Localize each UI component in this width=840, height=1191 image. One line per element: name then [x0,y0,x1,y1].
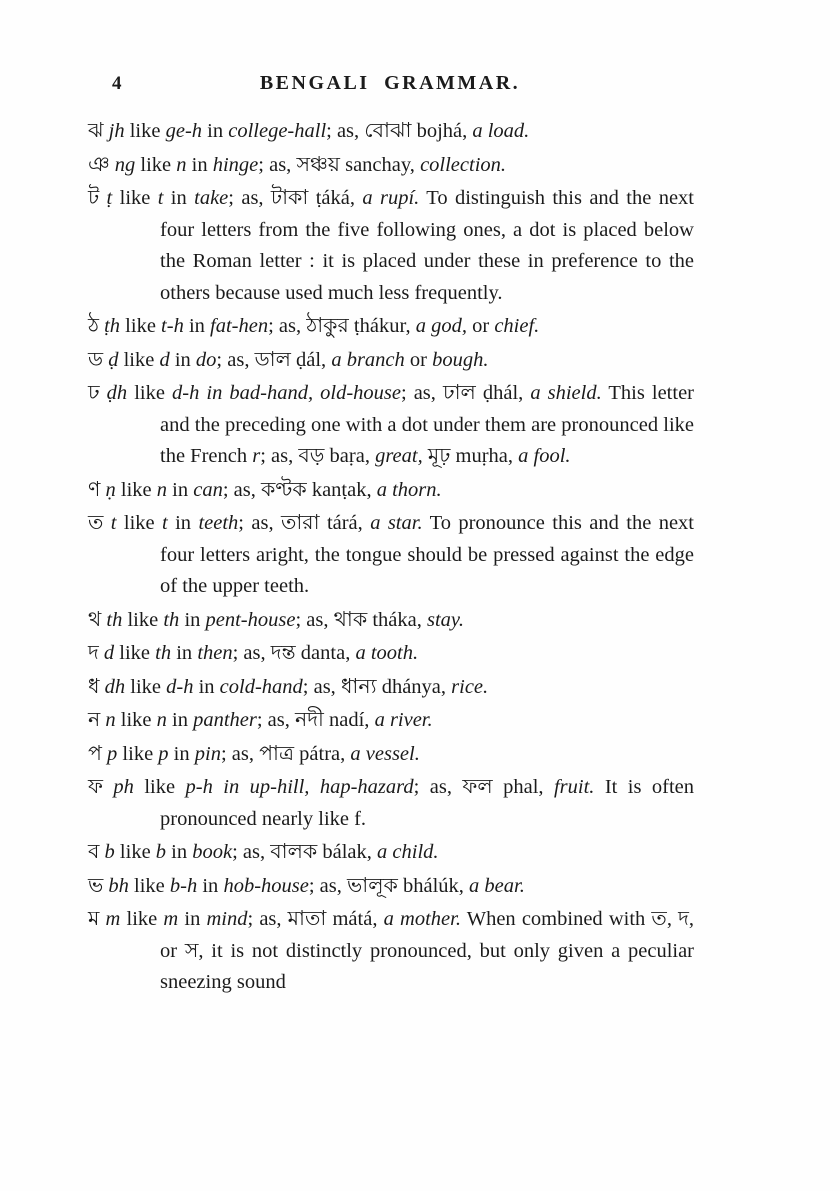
reading-text: ; as, [260,445,299,467]
bengali-text: দন্ত [270,642,301,664]
reading-text: r [252,445,261,467]
reading-text: a fool. [518,445,571,467]
reading-text: n [176,153,187,176]
bengali-text: ফল [462,776,504,798]
reading-text: like [127,382,172,404]
reading-text: like [120,315,162,337]
grammar-entry-th [88,605,694,637]
reading-text: in [179,608,206,631]
reading-text: hinge [212,153,259,176]
reading-text: mátá, [332,908,384,930]
reading-text: m [163,908,179,930]
bengali-text: মূঢ় [427,445,456,467]
reading-text: cold-hand [219,675,303,698]
reading-text: in [168,742,195,765]
reading-text: like [116,512,163,534]
bengali-text: ম [88,908,106,930]
bengali-text: ভালূক [347,874,403,897]
reading-text: a god, [415,315,467,337]
reading-text: ḍál, [296,348,332,371]
reading-text: phal, [503,776,554,798]
reading-text: in [166,841,193,863]
bengali-text: ন [88,709,106,731]
reading-text: n [105,709,116,731]
reading-text: kanṭak, [311,478,377,501]
reading-text: p-h in up-hill, hap-hazard [185,776,414,798]
reading-text: like [122,608,164,631]
reading-text: then [197,642,233,664]
reading-text: ; as, [258,153,297,176]
reading-text: in [167,478,194,501]
grammar-entry-bh [88,871,694,903]
reading-text: pin [194,742,221,765]
reading-text: bough. [432,348,489,371]
pronunciation-list [88,116,694,1001]
reading-text: ; as, [232,642,271,664]
reading-text: great, [375,445,423,467]
reading-text: ṭ [106,187,113,209]
reading-text: dhánya, [381,675,452,698]
reading-text: a tooth. [355,642,419,664]
bengali-text: বোঝা [364,120,417,142]
bengali-text: ড [88,348,109,371]
reading-text: pátra, [299,742,351,765]
reading-text: or [404,348,433,371]
reading-text: a load. [472,120,530,142]
bengali-text: ট [88,187,107,209]
reading-text: th [106,608,123,631]
reading-text: like [135,153,177,176]
grammar-entry-dd [88,345,694,377]
reading-text: do [195,348,217,371]
bengali-text: ত [651,908,667,930]
bengali-text: ঞ [88,153,115,176]
reading-text: in [166,709,194,731]
reading-text: ṭh [104,315,121,337]
grammar-entry-b [88,837,694,869]
reading-text: ge-h [165,120,203,142]
reading-text: ṇ [105,478,116,501]
reading-text: m [105,908,121,930]
reading-text: in [178,908,207,930]
bengali-text: দ [88,642,104,664]
reading-text: d-h in bad-hand, old-house [172,382,401,404]
reading-text: like [112,187,158,209]
grammar-entry-p [88,739,694,771]
reading-text: th [163,608,180,631]
reading-text: in [171,642,198,664]
reading-text: dh [104,675,126,698]
bengali-text: নদী [295,709,330,731]
reading-text: like [117,742,159,765]
reading-text: in [197,874,224,897]
reading-text: a rupí. [362,187,420,209]
reading-text: When combined with [460,908,652,930]
reading-text: chief. [494,315,540,337]
grammar-entry-t [88,508,694,603]
reading-text: a child. [377,841,439,863]
reading-text: t-h [161,315,184,337]
reading-text: ; as, [232,841,271,863]
bengali-text: ডাল [254,348,297,371]
reading-text: p [107,742,118,765]
grammar-entry-tt [88,183,694,309]
reading-text: in [183,315,211,337]
reading-text: t [162,512,168,534]
reading-text: a branch [331,348,405,371]
reading-text: This letter and the preceding one with a dot under them are pronounced like the French [160,382,695,467]
reading-text: bálak, [322,841,378,863]
reading-text: tárá, [326,512,371,534]
reading-text: teeth [198,512,239,534]
reading-text: nadí, [329,709,375,731]
reading-text: ; as, [302,675,341,698]
reading-text: or [466,315,495,337]
grammar-entry-tth [88,311,694,343]
grammar-entry-ng [88,150,694,182]
reading-text: ; as, [326,120,365,142]
reading-text: a shield. [530,382,602,404]
reading-text: sanchay, [345,153,421,176]
reading-text: ḍhál, [482,382,531,404]
reading-text: th [155,642,172,664]
reading-text: panther [193,709,257,731]
reading-text: ; as, [220,742,260,765]
reading-text: a vessel. [350,742,420,765]
reading-text: ; as, [268,315,307,337]
reading-text: a bear. [469,874,525,897]
reading-text: in [163,187,195,209]
bengali-text: ঠাকুর [306,315,354,337]
grammar-entry-ph [88,772,694,835]
bengali-text: পাত্র [259,742,300,765]
reading-text: like [118,348,160,371]
reading-text: in [202,120,229,142]
reading-text: ; as, [222,478,261,501]
page-title: BENGALI GRAMMAR. [259,72,521,94]
reading-text: d-h [166,675,194,698]
reading-text: ng [114,153,136,176]
grammar-entry-d [88,638,694,670]
reading-text: To distinguish this and the next four letters from the five following ones, a dot is placed below the Roman letter : it is placed under these in preference to the others because used much less frequently. [160,187,694,304]
bengali-text: বড় [298,445,330,467]
reading-text: tháka, [372,608,427,631]
reading-text: like [114,841,156,863]
reading-text: ḍ [108,348,119,371]
bengali-text: কণ্টক [261,478,312,501]
reading-text: like [124,120,166,142]
bengali-text: সঞ্চয় [296,153,346,176]
reading-text: hob-house [223,874,309,897]
reading-text: college-hall [228,120,327,142]
bengali-text: ঢাল [442,382,483,404]
reading-text: fat-hen [210,315,269,337]
reading-text: a mother. [383,908,461,930]
bengali-text: থাক [333,608,373,631]
reading-text: p [158,742,169,765]
reading-text: , [666,908,679,930]
reading-text: a river. [374,709,433,731]
reading-text: mind [206,908,248,930]
grammar-entry-nn [88,475,694,507]
grammar-entry-ddh [88,378,694,473]
reading-text: a star. [370,512,423,534]
page-number: 4 [112,73,122,94]
bengali-text: ধ [88,675,105,698]
bengali-text: ব [88,841,105,863]
reading-text: bh [108,874,129,897]
bengali-text: ঢ [88,382,107,404]
reading-text: muṛha, [455,445,519,467]
bengali-text: ণ [88,478,106,501]
reading-text: ṭáká, [315,187,363,209]
bengali-text: বালক [270,841,323,863]
reading-text: ḍh [106,382,128,404]
reading-text: , it is not distinctly pronounced, but only given a peculiar sneezing sound [160,939,695,993]
reading-text: bojhá, [416,120,473,142]
reading-text: in [169,348,196,371]
reading-text: ; as, [247,908,288,930]
reading-text: can [193,478,223,501]
reading-text: a thorn. [376,478,442,501]
reading-text: ; as, [413,776,463,798]
reading-text: jh [108,120,125,142]
bengali-text: ধান্য [340,675,382,698]
reading-text: ṭhákur, [353,315,416,337]
page-header [88,72,692,98]
grammar-entry-m [88,904,694,999]
bengali-text: ভ [88,874,109,897]
reading-text: bhálúk, [402,874,470,897]
reading-text: t [157,187,164,209]
reading-text: ; as, [256,709,296,731]
reading-text: ; as, [400,382,443,404]
reading-text: ; as, [238,512,281,534]
reading-text: ; as, [216,348,255,371]
reading-text: d [159,348,170,371]
bengali-text: তারা [280,512,327,534]
entries-container [88,116,694,999]
grammar-entry-n [88,705,694,737]
reading-text: like [133,776,186,798]
bengali-text: প [88,742,108,765]
reading-text: d [103,642,115,664]
bengali-text: ত [88,512,111,534]
bengali-text: ঠ [88,315,105,337]
reading-text: To pronounce this and the next four letters aright, the tongue should be pressed against the edge of the upper teeth. [160,512,694,597]
bengali-text: দ [678,908,689,930]
reading-text: b-h [169,874,198,897]
grammar-entry-dh [88,672,694,704]
bengali-text: স [184,939,199,962]
reading-text: ; as, [308,874,347,897]
bengali-text: টাকা [270,187,316,209]
reading-text: like [115,478,157,501]
reading-text: n [156,709,167,731]
reading-text: collection. [420,153,507,176]
reading-text: , or [160,908,694,962]
reading-text: like [114,642,156,664]
reading-text: danta, [300,642,356,664]
reading-text: ; as, [295,608,334,631]
reading-text: take [194,187,229,209]
reading-text: book [192,841,233,863]
reading-text: b [155,841,167,863]
reading-text: in [186,153,213,176]
bengali-text: মাতা [287,908,333,930]
reading-text: t [110,512,117,534]
reading-text: like [125,675,167,698]
reading-text: like [128,874,170,897]
reading-text: in [193,675,220,698]
reading-text: ; as, [228,187,271,209]
reading-text: stay. [426,608,464,631]
reading-text: n [156,478,168,501]
reading-text: baṛa, [329,445,376,467]
reading-text: ph [113,776,134,798]
reading-text: rice. [451,675,489,698]
reading-text: It is often pronounced nearly like f. [160,776,695,830]
reading-text: like [120,908,164,930]
reading-text: fruit. [553,776,595,798]
reading-text: b [104,841,115,863]
grammar-entry-jh [88,116,694,148]
bengali-text: ঝ [88,120,109,142]
reading-text: like [115,709,157,731]
bengali-text: ফ [88,776,114,798]
reading-text: pent-house [205,608,296,631]
bengali-text: থ [88,608,107,631]
reading-text: in [167,512,199,534]
